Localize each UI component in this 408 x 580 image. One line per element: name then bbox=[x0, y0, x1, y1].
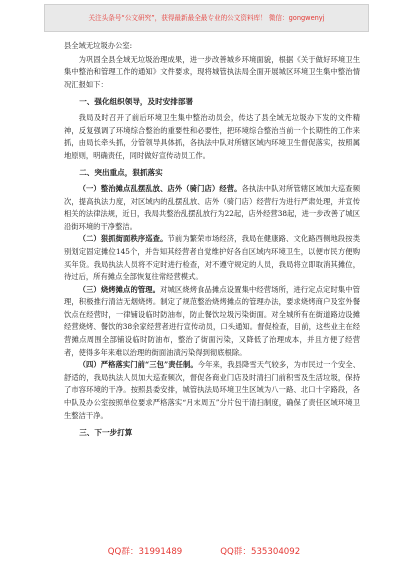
item-2-body: 节前为繁荣市场经济，我局在健康路、文化路西侧地段按类别划定固定摊位145个，并告知其经营者自觉维护好各自区域内环境卫生，以便市民方便购买年货。我局执法人员将不定时进行检查，对不遵守规定的人员，我局将立即取消其摊位，待过后，所有摊点全部恢复往常经营模式。 bbox=[64, 234, 361, 282]
item-3-head: （三）烧烤摊点的管理。 bbox=[78, 284, 161, 294]
document-body bbox=[64, 40, 360, 443]
item-1-body: 各执法中队对所管辖区域加大巡查频次，提高执法力度，对区域内的乱摆乱放、店外（骑门店）经营行为进行严肃处理，并宣传相关的法律法规，近日，我局共整治乱摆乱放行为22起，店外经营38起，进一步改善了城区沿街环境的干净整洁。 bbox=[64, 183, 360, 231]
promo-banner bbox=[44, 4, 369, 32]
item-4-body: 今年来，我县降雪天气较多，为市民过一个安全、舒适的，我局执法人员加大巡查频次，督促各商业门店及时清扫门前积雪及生活垃圾，保持了市容环境的干净。按照县委安排，城管执法局环境卫生区域为八一路、北口十字路段，各中队及办公室按照单位要求严格落实“月末周五”分片包干清扫制度，确保了责任区域环境卫生整洁干净。 bbox=[64, 360, 360, 420]
item-3-paragraph bbox=[64, 284, 360, 360]
section-1-body: 我局及时召开了前后环境卫生集中整治动员会，传达了县全域无垃圾办下发的文件精神，反复强调了环境综合整治的重要性和必要性，把环境综合整治当前一个长期性的工作来抓，由局长牵头抓，分管领导具体抓，各执法中队对所辖区域内环境卫生督促落实，按照属地原则，明确责任，同时做好宣传动员工作。 bbox=[64, 112, 360, 160]
qq-group-2: QQ群：535304092 bbox=[220, 547, 301, 557]
promo-banner-text: 关注头条号“公文研究”，获得最新最全最专业的公文资料库！ 微信：gongwenyj bbox=[88, 13, 325, 22]
item-1-head: （一）整治摊点乱摆乱放、店外（骑门店）经营。 bbox=[78, 183, 242, 193]
item-3-body: 对城区烧烤食品摊点设置集中经营场所，进行定点定时集中管理，积极推行清洁无烟烧烤。制定了规范整治烧烤摊点的管理办法，要求烧烤商户及室外餐饮点在经营时，一律铺设临时防油布，防止餐饮垃圾污染街面。对全城所有在街道路边设摊经营烧烤、餐饮的38余家经营者进行宣传动员，口头通知。督促检查，目前，这些业主在经营摊点周围全部铺设临时防油布，整治了街面污染，又降低了治理成本，并且方便了经营者，使得多年来难以治理的街面油渍污染得到彻底根除。 bbox=[64, 284, 361, 357]
item-2-paragraph bbox=[64, 233, 360, 283]
section-1-heading: 一、强化组织领导，及时安排部署 bbox=[79, 97, 194, 107]
section-3-heading: 三、下一步打算 bbox=[79, 428, 133, 438]
section-2-heading: 二、突出重点，狠抓落实 bbox=[79, 168, 163, 178]
qq-group-1: QQ群：31991489 bbox=[107, 547, 183, 557]
item-1-paragraph bbox=[64, 183, 360, 233]
item-4-paragraph bbox=[64, 359, 360, 422]
salutation: 县全域无垃圾办公室: bbox=[64, 41, 133, 50]
footer-contacts bbox=[0, 545, 408, 557]
item-2-head: （二）狠抓街面秩序巡查。 bbox=[78, 234, 168, 244]
intro-paragraph: 为巩固全县全域无垃圾治理成果，进一步改善城乡环境面貌，根据《关于做好环境卫生集中整治和管理工作的通知》文件要求，现将城管执法局全面开展城区环境卫生集中整治情况汇报如下： bbox=[64, 54, 360, 89]
item-4-head: （四）严格落实门前“三包”责任制。 bbox=[78, 360, 198, 370]
